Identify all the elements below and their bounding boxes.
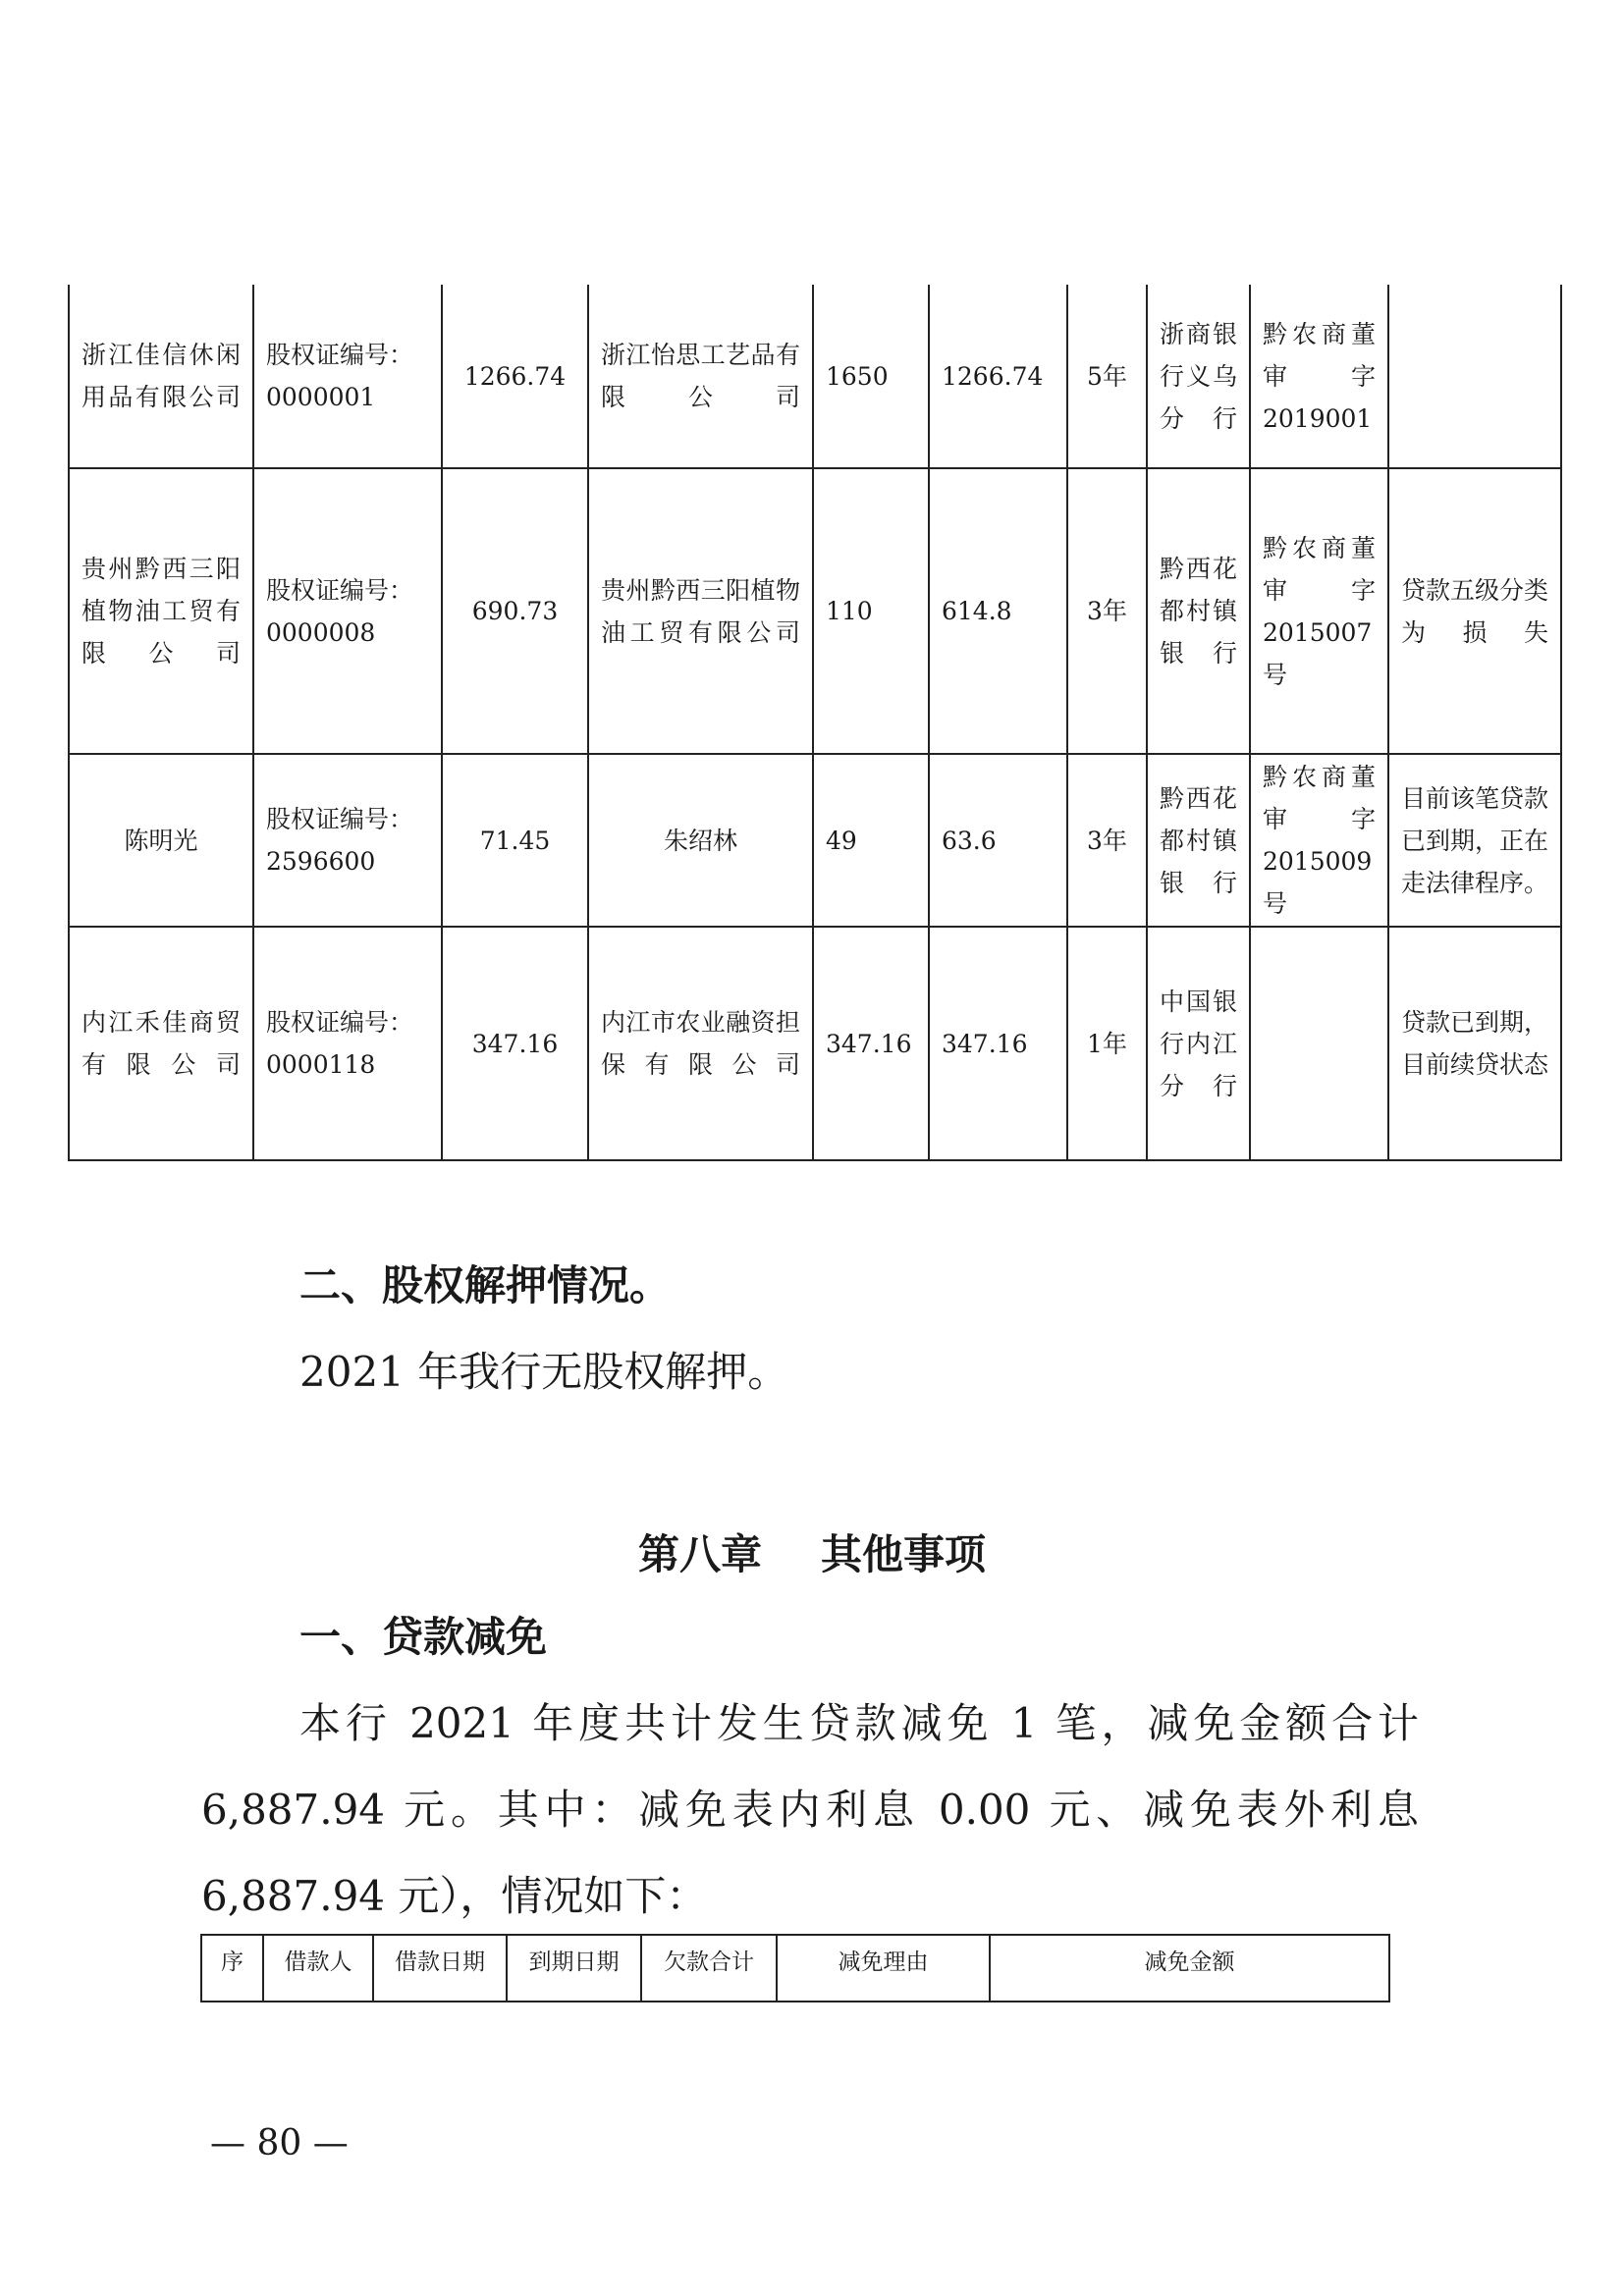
lender-cell: 黔西花都村镇银行	[1147, 754, 1250, 927]
remark-cell: 贷款已到期，目前续贷状态	[1388, 927, 1561, 1160]
borrower-cell: 浙江怡思工艺品有限公司	[588, 285, 813, 468]
term-cell: 1年	[1067, 927, 1147, 1160]
pledgor-cell: 内江禾佳商贸有限公司	[69, 927, 253, 1160]
balance-cell: 347.16	[929, 927, 1067, 1160]
borrower-cell: 内江市农业融资担保有限公司	[588, 927, 813, 1160]
certificate-cell: 股权证编号：0000118	[253, 927, 442, 1160]
release-paragraph: 2021 年我行无股权解押。	[299, 1348, 789, 1396]
chapter-title	[0, 1527, 1624, 1582]
loan-amount-cell: 1650	[813, 285, 929, 468]
header-due-date: 到期日期	[507, 1935, 641, 2002]
approval-cell: 黔农商董审字2015007号	[1250, 468, 1388, 754]
borrower-cell: 朱绍林	[588, 754, 813, 927]
balance-cell: 1266.74	[929, 285, 1067, 468]
lender-cell: 浙商银行义乌分行	[1147, 285, 1250, 468]
approval-cell: 黔农商董审字2019001	[1250, 285, 1388, 468]
page-number: — 80 —	[210, 2123, 349, 2163]
pledged-amount-cell: 71.45	[442, 754, 588, 927]
remark-cell	[1388, 285, 1561, 468]
table-row	[69, 927, 1561, 1160]
loan-amount-cell: 49	[813, 754, 929, 927]
relief-paragraph-line: 6,887.94 元。其中：减免表内利息 0.00 元、减免表外利息	[201, 1786, 1419, 1834]
term-cell: 3年	[1067, 468, 1147, 754]
loan-amount-cell: 347.16	[813, 927, 929, 1160]
pledged-amount-cell: 1266.74	[442, 285, 588, 468]
pledged-amount-cell: 347.16	[442, 927, 588, 1160]
balance-cell: 614.8	[929, 468, 1067, 754]
certificate-cell: 股权证编号：0000008	[253, 468, 442, 754]
header-borrower: 借款人	[263, 1935, 373, 2002]
table-row	[69, 468, 1561, 754]
lender-cell: 黔西花都村镇银行	[1147, 468, 1250, 754]
lender-cell: 中国银行内江分行	[1147, 927, 1250, 1160]
loan-amount-cell: 110	[813, 468, 929, 754]
pledgor-cell: 贵州黔西三阳植物油工贸有限公司	[69, 468, 253, 754]
balance-cell: 63.6	[929, 754, 1067, 927]
chapter-number: 第八章	[637, 1530, 762, 1578]
header-index: 序	[201, 1935, 263, 2002]
header-loan-date: 借款日期	[373, 1935, 507, 2002]
pledgor-cell: 陈明光	[69, 754, 253, 927]
relief-paragraph-line: 本行 2021 年度共计发生贷款减免 1 笔，减免金额合计	[299, 1699, 1419, 1747]
certificate-cell: 股权证编号：2596600	[253, 754, 442, 927]
header-amount-owed: 欠款合计	[641, 1935, 777, 2002]
equity-pledge-table	[68, 285, 1562, 1161]
relief-paragraph-line: 6,887.94 元），情况如下：	[201, 1872, 708, 1920]
remark-cell: 贷款五级分类为损失	[1388, 468, 1561, 754]
loan-relief-table	[200, 1934, 1390, 2002]
borrower-cell: 贵州黔西三阳植物油工贸有限公司	[588, 468, 813, 754]
section-heading-release: 二、股权解押情况。	[299, 1261, 672, 1309]
approval-cell: 黔农商董审字2015009号	[1250, 754, 1388, 927]
table-row	[69, 285, 1561, 468]
term-cell: 5年	[1067, 285, 1147, 468]
pledgor-cell: 浙江佳信休闲用品有限公司	[69, 285, 253, 468]
header-relief-reason: 减免理由	[777, 1935, 990, 2002]
chapter-name: 其他事项	[821, 1530, 987, 1578]
table-header-row	[201, 1935, 1389, 2002]
certificate-cell: 股权证编号：0000001	[253, 285, 442, 468]
pledged-amount-cell: 690.73	[442, 468, 588, 754]
header-relief-amount: 减免金额	[990, 1935, 1389, 2002]
section-heading-relief: 一、贷款减免	[299, 1613, 548, 1661]
term-cell: 3年	[1067, 754, 1147, 927]
approval-cell	[1250, 927, 1388, 1160]
table-row	[69, 754, 1561, 927]
remark-cell: 目前该笔贷款已到期，正在走法律程序。	[1388, 754, 1561, 927]
